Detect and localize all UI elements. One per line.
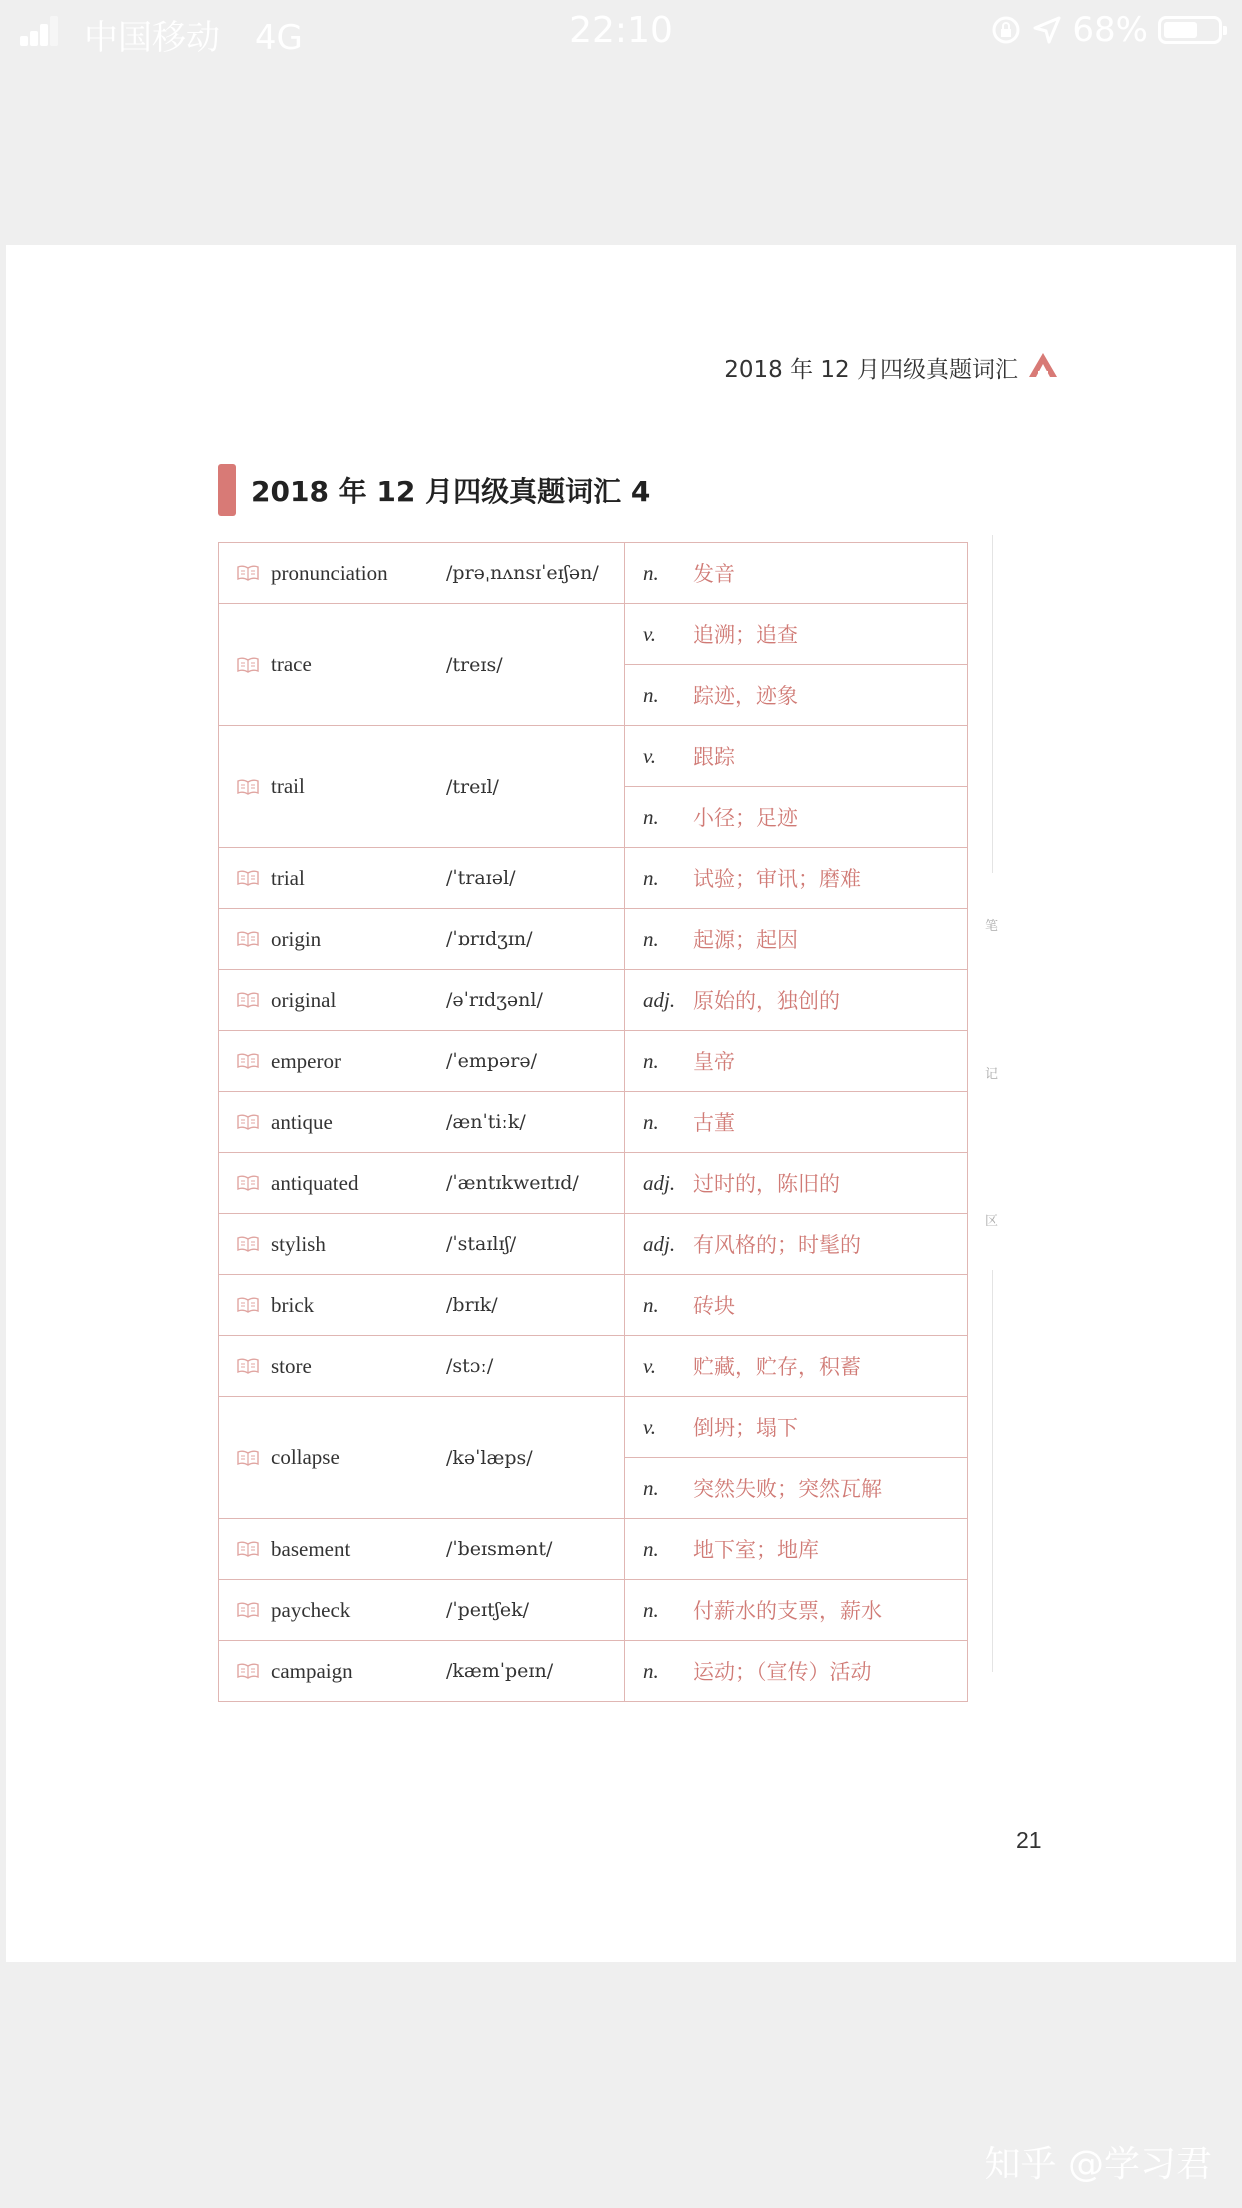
part-of-speech: n.	[643, 1109, 659, 1134]
vocab-word: pronunciation	[271, 560, 388, 585]
vocab-word-group	[219, 543, 624, 603]
part-of-speech: n.	[643, 926, 659, 951]
vocab-phonetic: /kəˈlæps/	[446, 1446, 533, 1469]
vocab-phonetic: /ænˈtiːk/	[446, 1111, 526, 1133]
vocab-row	[219, 1153, 968, 1214]
meaning: 贮藏，贮存，积蓄	[693, 1355, 861, 1379]
vocab-sense	[625, 863, 967, 893]
vocab-meaning-cell	[625, 1458, 968, 1519]
vocab-word: trace	[271, 652, 312, 676]
meaning: 跟踪	[693, 745, 735, 769]
vocab-word-group	[219, 1214, 624, 1274]
meaning: 突然失败；突然瓦解	[693, 1477, 882, 1501]
status-bar	[0, 0, 1242, 62]
part-of-speech: v.	[643, 743, 657, 768]
vocab-word: campaign	[271, 1658, 353, 1683]
vocab-word-cell	[219, 1580, 625, 1641]
part-of-speech: n.	[643, 1048, 659, 1073]
book-icon	[237, 657, 259, 673]
vocab-word-cell	[219, 1153, 625, 1214]
vocab-word-group	[219, 1336, 624, 1396]
vocab-meaning-cell	[625, 1580, 968, 1641]
vocab-row	[219, 1580, 968, 1641]
meaning: 运动；（宣传）活动	[693, 1660, 872, 1684]
vocab-word-cell	[219, 604, 625, 726]
notes-area-label-char: 笔	[985, 919, 999, 934]
meaning: 砖块	[693, 1294, 735, 1318]
vocab-word-cell	[219, 1214, 625, 1275]
vocab-phonetic: /ˈempərə/	[446, 1050, 538, 1072]
vocab-meaning-cell	[625, 1641, 968, 1702]
vocab-word: paycheck	[271, 1597, 351, 1622]
vocab-word: antique	[271, 1109, 333, 1134]
vocab-word-cell	[219, 1641, 625, 1702]
notes-area-label-char: 记	[985, 1067, 999, 1082]
vocab-word-group	[219, 1580, 624, 1640]
part-of-speech: v.	[643, 1353, 657, 1378]
vocab-word-group	[219, 1275, 624, 1335]
vocab-word-group	[219, 1519, 624, 1579]
vocab-meaning-cell	[625, 1519, 968, 1580]
meaning: 原始的，独创的	[693, 989, 840, 1013]
vocab-word: store	[271, 1353, 312, 1378]
vocab-sense	[625, 1168, 967, 1198]
vocab-meaning-cell	[625, 1336, 968, 1397]
location-arrow-icon	[1032, 15, 1062, 45]
vocab-sense	[625, 1290, 967, 1320]
book-icon	[237, 931, 259, 947]
meaning: 小径；足迹	[693, 806, 798, 830]
vocab-word-cell	[219, 1397, 625, 1519]
part-of-speech: n.	[643, 1475, 659, 1500]
battery-icon	[1158, 16, 1222, 44]
battery-percent: 68%	[1072, 10, 1148, 50]
part-of-speech: n.	[643, 560, 659, 585]
part-of-speech: n.	[643, 865, 659, 890]
vocab-word-group	[219, 1397, 624, 1518]
status-right-group	[990, 10, 1222, 50]
vocab-row	[219, 1275, 968, 1336]
vocab-word: stylish	[271, 1231, 326, 1256]
vocab-meaning-cell	[625, 787, 968, 848]
book-icon	[237, 1114, 259, 1130]
vocab-phonetic: /brɪk/	[446, 1294, 498, 1316]
vocab-row	[219, 848, 968, 909]
vocab-word-cell	[219, 848, 625, 909]
vocab-word-cell	[219, 726, 625, 848]
vocab-sense	[625, 558, 967, 588]
vocab-phonetic: /əˈrɪdʒənl/	[446, 989, 543, 1011]
vocab-word: emperor	[271, 1048, 341, 1073]
vocab-meaning-cell	[625, 970, 968, 1031]
vocab-sense	[625, 1473, 967, 1503]
vocab-sense	[625, 985, 967, 1015]
publisher-logo-icon	[1028, 351, 1058, 379]
book-icon	[237, 870, 259, 886]
part-of-speech: n.	[643, 1536, 659, 1561]
meaning: 古董	[693, 1111, 735, 1135]
vocab-row	[219, 726, 968, 787]
vocab-meaning-cell	[625, 1214, 968, 1275]
vocab-word-cell	[219, 543, 625, 604]
vocab-word-group	[219, 1092, 624, 1152]
vocab-phonetic: /ˈæntɪkweɪtɪd/	[446, 1172, 579, 1194]
vocab-word-cell	[219, 1336, 625, 1397]
vocab-phonetic: /treɪl/	[446, 775, 499, 798]
notes-area-label-char: 区	[985, 1214, 999, 1229]
carrier-name: 中国移动	[84, 18, 220, 58]
book-icon	[237, 1053, 259, 1069]
meaning: 发音	[693, 562, 735, 586]
vocab-meaning-cell	[625, 848, 968, 909]
battery-level-fill	[1164, 22, 1197, 38]
meaning: 有风格的；时髦的	[693, 1233, 861, 1257]
vocab-word-group	[219, 909, 624, 969]
orientation-lock-icon	[990, 14, 1022, 46]
vocab-phonetic: /ˈɒrɪdʒɪn/	[446, 928, 533, 950]
vocab-sense	[625, 1351, 967, 1381]
vocab-word-cell	[219, 1092, 625, 1153]
meaning: 踪迹，迹象	[693, 684, 798, 708]
part-of-speech: adj.	[643, 1170, 676, 1195]
vocab-sense	[625, 1595, 967, 1625]
vocab-phonetic: /ˈtraɪəl/	[446, 867, 516, 889]
vocab-meaning-cell	[625, 1153, 968, 1214]
vocab-word-group	[219, 1031, 624, 1091]
vocab-word: brick	[271, 1292, 315, 1317]
vocab-meaning-cell	[625, 543, 968, 604]
meaning: 皇帝	[693, 1050, 735, 1074]
vocab-word-group	[219, 1641, 624, 1701]
vocab-meaning-cell	[625, 909, 968, 970]
part-of-speech: n.	[643, 804, 659, 829]
vocab-meaning-cell	[625, 1092, 968, 1153]
vocab-row	[219, 909, 968, 970]
running-head: 2018 年 12 月四级真题词汇	[724, 357, 1018, 383]
vocab-word-group	[219, 1153, 624, 1213]
vocab-sense	[625, 1534, 967, 1564]
vocab-sense	[625, 680, 967, 710]
vocab-meaning-cell	[625, 604, 968, 665]
vocab-phonetic: /ˈstaɪlɪʃ/	[446, 1233, 517, 1255]
document-page[interactable]	[6, 245, 1236, 1962]
part-of-speech: n.	[643, 1597, 659, 1622]
vocab-row	[219, 1519, 968, 1580]
vocabulary-table	[218, 542, 968, 1702]
vocab-phonetic: /stɔː/	[446, 1355, 494, 1377]
notes-area-divider	[992, 1270, 993, 1672]
vocab-word-group	[219, 726, 624, 847]
vocab-row	[219, 1641, 968, 1702]
vocab-word: basement	[271, 1536, 351, 1561]
vocab-sense	[625, 1412, 967, 1442]
part-of-speech: v.	[643, 1414, 657, 1439]
vocab-phonetic: /treɪs/	[446, 653, 503, 676]
meaning: 试验；审讯；磨难	[693, 867, 861, 891]
meaning: 过时的，陈旧的	[693, 1172, 840, 1196]
meaning: 倒坍；塌下	[693, 1416, 798, 1440]
vocab-word-group	[219, 848, 624, 908]
book-icon	[237, 1175, 259, 1191]
vocab-word: original	[271, 987, 337, 1012]
part-of-speech: n.	[643, 1658, 659, 1683]
vocab-word: trial	[271, 865, 305, 890]
vocab-row	[219, 1336, 968, 1397]
book-icon	[237, 779, 259, 795]
book-icon	[237, 1236, 259, 1252]
vocab-word: collapse	[271, 1445, 340, 1469]
vocab-word-cell	[219, 909, 625, 970]
vocab-phonetic: /ˈbeɪsmənt/	[446, 1538, 553, 1560]
book-icon	[237, 992, 259, 1008]
part-of-speech: adj.	[643, 987, 676, 1012]
part-of-speech: adj.	[643, 1231, 676, 1256]
vocab-meaning-cell	[625, 1275, 968, 1336]
vocab-phonetic: /kæmˈpeɪn/	[446, 1660, 554, 1682]
vocab-sense	[625, 1046, 967, 1076]
vocab-word: trail	[271, 774, 305, 798]
section-title-marker	[218, 464, 236, 516]
vocab-phonetic: /ˈpeɪtʃek/	[446, 1599, 530, 1621]
vocab-sense	[625, 1656, 967, 1686]
meaning: 起源；起因	[693, 928, 798, 952]
vocab-sense	[625, 619, 967, 649]
meaning: 追溯；追查	[693, 623, 798, 647]
page-number: 21	[1016, 1827, 1042, 1853]
vocab-phonetic: /prəˌnʌnsɪˈeɪʃən/	[446, 562, 599, 584]
book-icon	[237, 1602, 259, 1618]
book-icon	[237, 1450, 259, 1466]
vocab-sense	[625, 1229, 967, 1259]
book-icon	[237, 1358, 259, 1374]
vocab-word-cell	[219, 1519, 625, 1580]
vocab-sense	[625, 924, 967, 954]
vocab-word: antiquated	[271, 1170, 359, 1195]
vocab-word-cell	[219, 970, 625, 1031]
notes-area-divider	[992, 535, 993, 873]
vocab-meaning-cell	[625, 1397, 968, 1458]
network-type: 4G	[254, 18, 303, 58]
vocab-row	[219, 604, 968, 665]
book-icon	[237, 1541, 259, 1557]
meaning: 地下室；地库	[693, 1538, 819, 1562]
vocab-meaning-cell	[625, 665, 968, 726]
vocab-row	[219, 1031, 968, 1092]
meaning: 付薪水的支票，薪水	[693, 1599, 882, 1623]
vocab-sense	[625, 802, 967, 832]
book-icon	[237, 565, 259, 581]
vocab-word-cell	[219, 1275, 625, 1336]
vocab-sense	[625, 1107, 967, 1137]
vocab-row	[219, 1092, 968, 1153]
part-of-speech: n.	[643, 1292, 659, 1317]
vocab-row	[219, 970, 968, 1031]
part-of-speech: n.	[643, 682, 659, 707]
status-time: 22:10	[569, 10, 673, 51]
vocab-word: origin	[271, 926, 322, 951]
part-of-speech: v.	[643, 621, 657, 646]
vocab-row	[219, 1214, 968, 1275]
vocab-word-group	[219, 970, 624, 1030]
vocab-row	[219, 543, 968, 604]
section-title: 2018 年 12 月四级真题词汇 4	[251, 475, 651, 508]
watermark: 知乎 @学习君	[984, 2144, 1212, 2185]
book-icon	[237, 1663, 259, 1679]
vocab-meaning-cell	[625, 1031, 968, 1092]
vocab-meaning-cell	[625, 726, 968, 787]
vocab-word-cell	[219, 1031, 625, 1092]
vocab-row	[219, 1397, 968, 1458]
vocab-word-group	[219, 604, 624, 725]
vocab-sense	[625, 741, 967, 771]
book-icon	[237, 1297, 259, 1313]
